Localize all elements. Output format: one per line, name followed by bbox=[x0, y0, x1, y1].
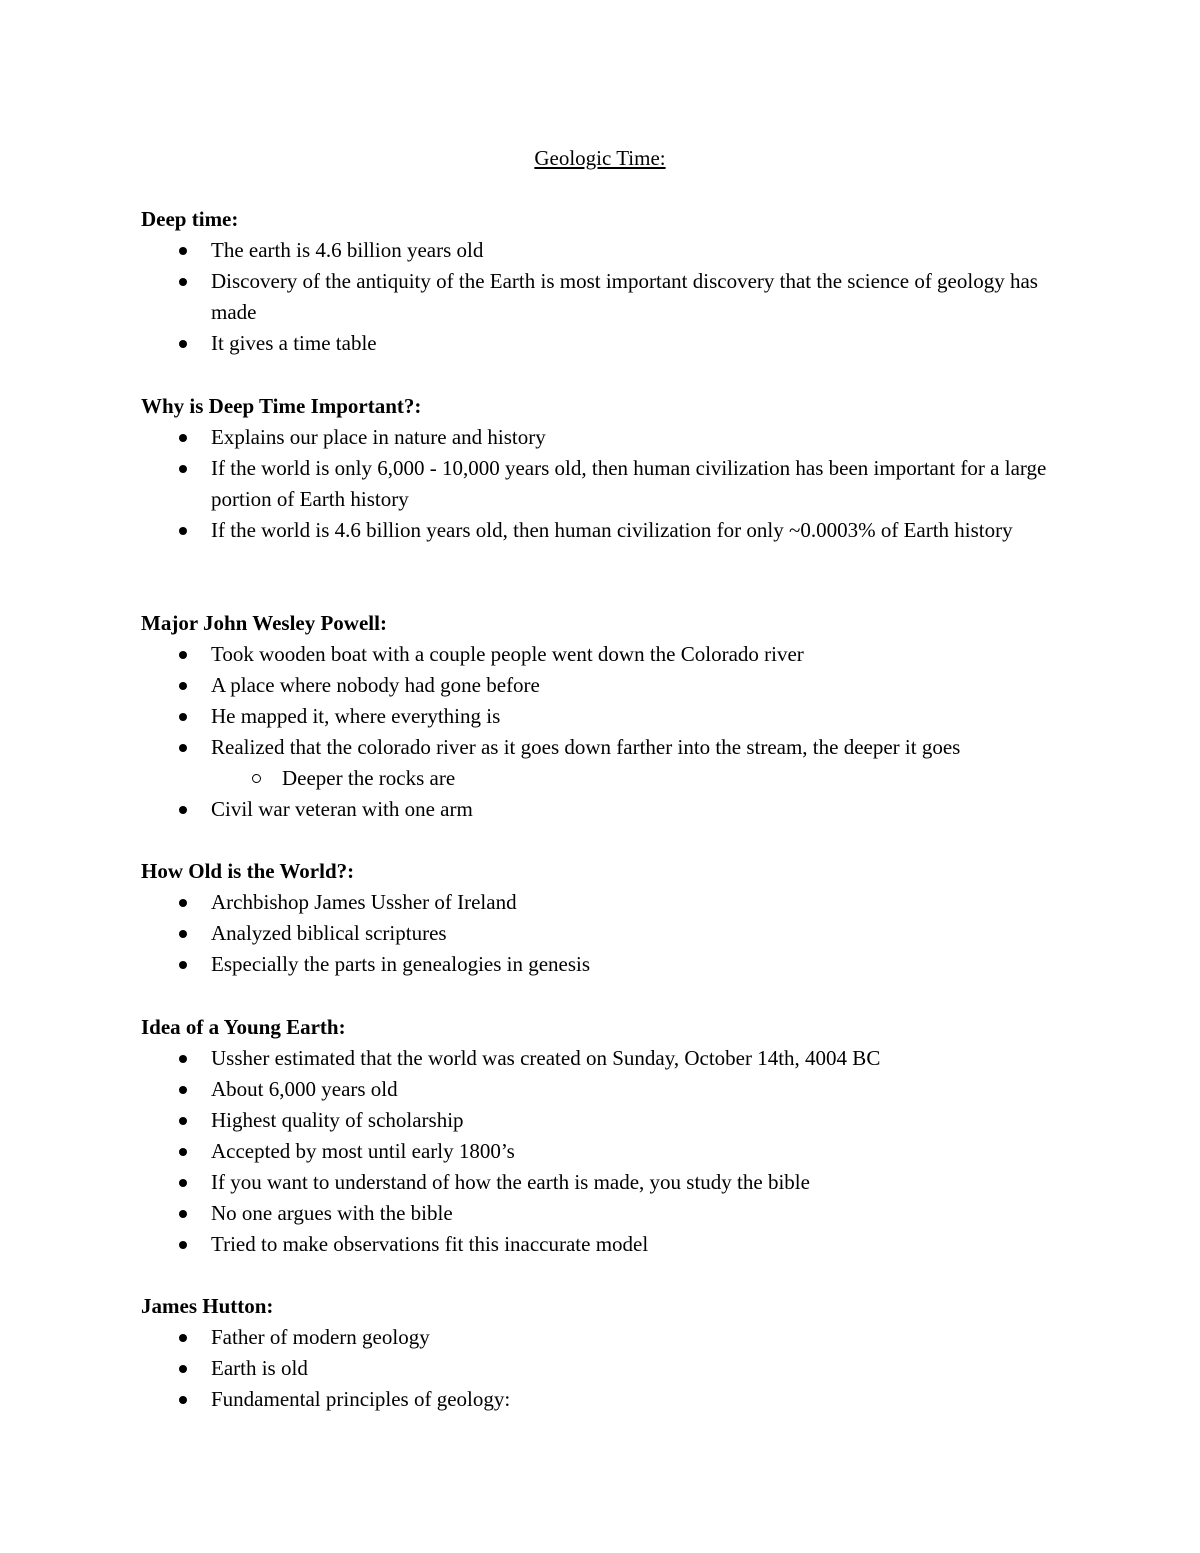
list-item-text: It gives a time table bbox=[211, 331, 377, 355]
list-item bbox=[141, 794, 1081, 825]
bullet-icon bbox=[179, 961, 187, 969]
list-item bbox=[141, 515, 1081, 546]
list-item-text: Explains our place in nature and history bbox=[211, 425, 546, 449]
bullet-icon bbox=[179, 1117, 187, 1125]
list-item-text: Accepted by most until early 1800’s bbox=[211, 1139, 515, 1163]
list-item-text: Fundamental principles of geology: bbox=[211, 1387, 511, 1411]
bullet-icon bbox=[179, 247, 187, 255]
bullet-list bbox=[141, 887, 1081, 980]
bullet-icon bbox=[179, 1334, 187, 1342]
list-item-text: Civil war veteran with one arm bbox=[211, 797, 473, 821]
list-item-text: About 6,000 years old bbox=[211, 1077, 398, 1101]
list-item-text: Especially the parts in genealogies in genesis bbox=[211, 952, 591, 976]
section-why-deep-time-important bbox=[141, 391, 1081, 546]
list-item bbox=[141, 887, 1081, 918]
section-heading: Major John Wesley Powell: bbox=[141, 611, 387, 635]
bullet-icon bbox=[179, 340, 187, 348]
bullet-icon bbox=[179, 744, 187, 752]
list-item-text: No one argues with the bible bbox=[211, 1201, 453, 1225]
bullet-icon bbox=[179, 713, 187, 721]
list-item bbox=[141, 1322, 1081, 1353]
list-item bbox=[141, 1105, 1081, 1136]
list-item bbox=[141, 328, 1081, 359]
bullet-list bbox=[141, 235, 1081, 359]
sub-bullet-list bbox=[141, 763, 1081, 794]
bullet-icon bbox=[179, 1148, 187, 1156]
bullet-icon bbox=[179, 1179, 187, 1187]
list-item-text: Took wooden boat with a couple people went down the Colorado river bbox=[211, 642, 804, 666]
list-item bbox=[141, 1167, 1081, 1198]
list-item bbox=[141, 918, 1081, 949]
bullet-list bbox=[141, 639, 1081, 763]
list-item-text: Analyzed biblical scriptures bbox=[211, 921, 447, 945]
bullet-icon bbox=[179, 806, 187, 814]
list-item-text: If the world is only 6,000 - 10,000 years old, then human civilization has been important for a large portion of Earth history bbox=[211, 456, 1047, 511]
bullet-icon bbox=[179, 278, 187, 286]
section-heading: Why is Deep Time Important?: bbox=[141, 394, 422, 418]
bullet-list bbox=[141, 1322, 1081, 1415]
list-item bbox=[141, 1384, 1081, 1415]
list-item-text: Realized that the colorado river as it goes down farther into the stream, the deeper it goes bbox=[211, 735, 961, 759]
section-heading: How Old is the World?: bbox=[141, 859, 355, 883]
bullet-icon bbox=[179, 1086, 187, 1094]
document-title: Geologic Time: bbox=[534, 146, 666, 170]
list-item-text: Father of modern geology bbox=[211, 1325, 430, 1349]
list-item-text: A place where nobody had gone before bbox=[211, 673, 540, 697]
list-item-text: Earth is old bbox=[211, 1356, 308, 1380]
sub-list-item bbox=[141, 763, 1081, 794]
list-item bbox=[141, 422, 1081, 453]
sub-list-item-text: Deeper the rocks are bbox=[282, 766, 456, 790]
section-deep-time bbox=[141, 204, 1081, 359]
list-item bbox=[141, 266, 1081, 328]
list-item bbox=[141, 1229, 1081, 1260]
bullet-icon bbox=[179, 651, 187, 659]
list-item bbox=[141, 235, 1081, 266]
list-item bbox=[141, 701, 1081, 732]
bullet-list bbox=[141, 422, 1081, 546]
list-item bbox=[141, 949, 1081, 980]
list-item-text: The earth is 4.6 billion years old bbox=[211, 238, 484, 262]
list-item-text: Archbishop James Ussher of Ireland bbox=[211, 890, 517, 914]
bullet-list bbox=[141, 1043, 1081, 1260]
list-item bbox=[141, 732, 1081, 763]
bullet-icon bbox=[179, 1365, 187, 1373]
list-item bbox=[141, 1353, 1081, 1384]
list-item-text: If the world is 4.6 billion years old, then human civilization for only ~0.0003% of Earth history bbox=[211, 518, 1013, 542]
list-item-text: He mapped it, where everything is bbox=[211, 704, 501, 728]
bullet-list bbox=[141, 794, 1081, 825]
section-heading: Deep time: bbox=[141, 207, 239, 231]
list-item-text: If you want to understand of how the earth is made, you study the bible bbox=[211, 1170, 810, 1194]
list-item bbox=[141, 670, 1081, 701]
list-item bbox=[141, 1136, 1081, 1167]
bullet-icon bbox=[179, 434, 187, 442]
bullet-icon bbox=[179, 899, 187, 907]
list-item bbox=[141, 639, 1081, 670]
section-john-wesley-powell bbox=[141, 608, 1081, 825]
bullet-icon bbox=[179, 682, 187, 690]
bullet-icon bbox=[179, 1055, 187, 1063]
bullet-icon bbox=[179, 1241, 187, 1249]
list-item-text: Highest quality of scholarship bbox=[211, 1108, 464, 1132]
bullet-icon bbox=[179, 1210, 187, 1218]
list-item bbox=[141, 1074, 1081, 1105]
section-young-earth bbox=[141, 1012, 1081, 1260]
list-item bbox=[141, 1198, 1081, 1229]
bullet-icon bbox=[179, 930, 187, 938]
list-item-text: Tried to make observations fit this inaccurate model bbox=[211, 1232, 649, 1256]
section-heading: Idea of a Young Earth: bbox=[141, 1015, 346, 1039]
bullet-icon bbox=[179, 527, 187, 535]
bullet-icon bbox=[179, 465, 187, 473]
section-how-old-is-the-world bbox=[141, 856, 1081, 980]
section-james-hutton bbox=[141, 1291, 1081, 1415]
list-item bbox=[141, 453, 1081, 515]
list-item-text: Discovery of the antiquity of the Earth is most important discovery that the science of geology has made bbox=[211, 269, 1038, 324]
section-heading: James Hutton: bbox=[141, 1294, 274, 1318]
hollow-bullet-icon bbox=[252, 774, 261, 783]
bullet-icon bbox=[179, 1396, 187, 1404]
list-item bbox=[141, 1043, 1081, 1074]
list-item-text: Ussher estimated that the world was created on Sunday, October 14th, 4004 BC bbox=[211, 1046, 881, 1070]
